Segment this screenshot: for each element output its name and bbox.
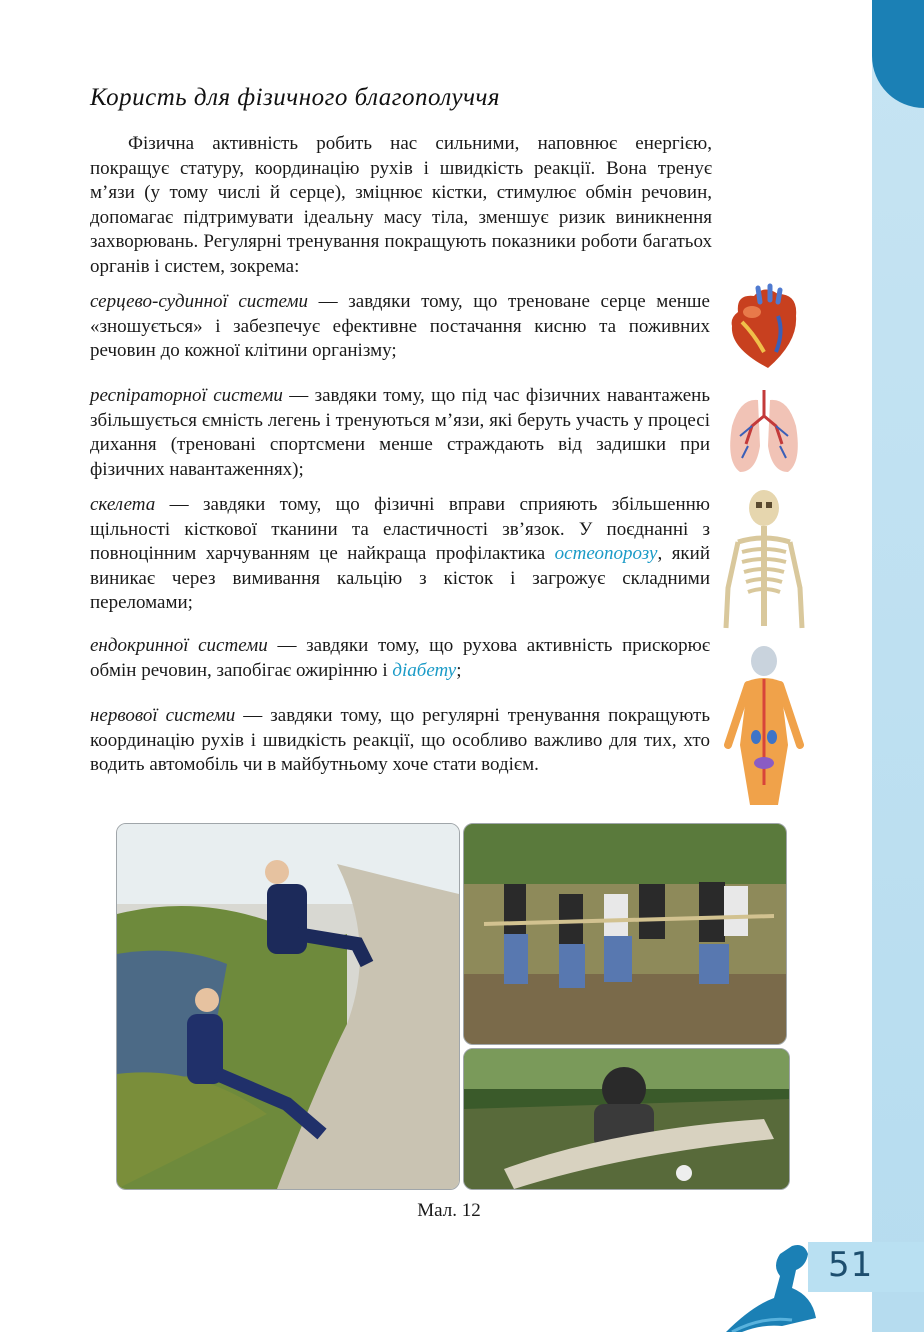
list-item-nervous (90, 704, 710, 778)
term: серцево-судинної системи (90, 291, 309, 312)
list-item-endocrine (90, 634, 710, 683)
side-decor-band (872, 0, 924, 1332)
item-text: — завдяки тому, що треноване серце менше «зношується» і забезпечує ефективне постачання кисню та поживних речовин до кожної клітини організму; (90, 291, 710, 361)
item-text: — завдяки тому, що під час фізичних навантажень збільшується ємність легень і тренуються м’язи, які беруть участь у процесі дихання (треновані спортсмени менше страждають від задишки при фізичних навантаженнях); (90, 385, 710, 480)
item-text: ; (456, 659, 462, 681)
climbing-photo (116, 823, 460, 1190)
skateboarding-photo (463, 1048, 790, 1190)
page-number: 51 (828, 1245, 874, 1285)
list-item-skeleton (90, 493, 710, 616)
section-title: Користь для фізичного благополуччя (90, 84, 501, 111)
tug-of-war-photo (463, 823, 787, 1045)
term: скелета (90, 494, 156, 515)
term: ендокринної системи (90, 635, 268, 656)
heart-illustration (718, 282, 810, 374)
endocrine-body-illustration (718, 645, 810, 810)
decorative-figure-icon (722, 1236, 832, 1332)
item-text: — завдяки тому, що рухова активність прискорює обмін речовин, запобігає ожирінню і (90, 635, 710, 681)
diabetes-link[interactable]: діабету (392, 659, 457, 681)
lungs-illustration (718, 386, 810, 478)
skeleton-illustration (718, 488, 810, 638)
item-text: — завдяки тому, що регулярні тренування покращують координацію рухів і швидкість реакції, що особливо важливо для тих, хто водить автомобіль чи в майбутньому хоче стати водієм. (90, 705, 711, 775)
term: нервової системи (90, 705, 236, 726)
list-item-respiratory (90, 384, 710, 482)
term: респіраторної системи (90, 385, 283, 406)
osteoporosis-link[interactable]: остеопорозу (554, 543, 658, 564)
list-item-cardiovascular (90, 290, 710, 364)
item-text: , який виникає через вимивання кальцію з кісток і загрожує складними переломами; (90, 543, 710, 613)
figure-caption: Мал. 12 (417, 1200, 481, 1221)
intro-paragraph: Фізична активність робить нас сильними, наповнює енергією, покращує статуру, координацію рухів і швидкість реакції. Вона тренує м’язи (у тому числі й серце), зміцнює кістки, стимулює обмін речовин, допомагає підтримувати ідеальну масу тіла, зменшує ризик виникнення захворювань. Регулярні тренування покращують показники роботи багатьох органів і систем, зокрема: (90, 133, 712, 277)
item-text: — завдяки тому, що фізичні вправи сприяють збільшенню щільності кісткової тканини та еластичності зв’язок. У поєднанні з повноцінним харчуванням це найкраща профілактика (90, 494, 710, 564)
